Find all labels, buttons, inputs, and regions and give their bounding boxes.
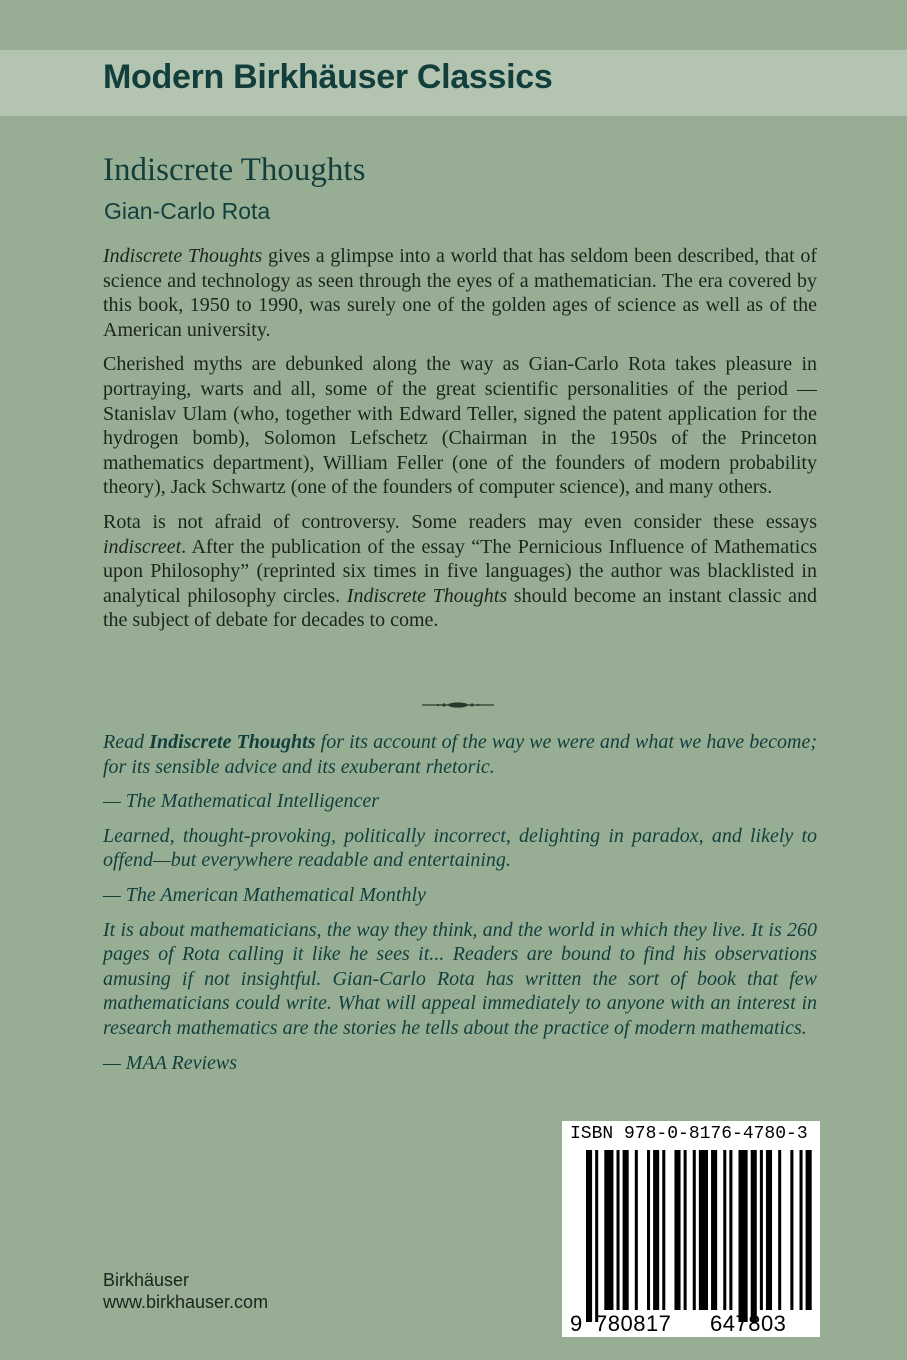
review-bold-title: Indiscrete Thoughts — [149, 731, 316, 753]
barcode-bar — [684, 1150, 687, 1310]
paragraph-text: gives a glimpse into a world that has seldom been described, that of science and technology as seen through the eyes of a mathematician. The era covered by this book, 1950 to 1990, was surely one of the golden ages of science as well as of the American university. — [103, 245, 817, 341]
barcode-bar — [751, 1150, 757, 1322]
barcode-bar — [806, 1150, 812, 1310]
review-quote: Learned, thought-provoking, politically incorrect, delighting in paradox, and likely to offend—but everywhere readable and entertaining. — [103, 824, 817, 872]
barcode-bar — [778, 1150, 781, 1310]
barcode-right-digits: 647803 — [710, 1311, 787, 1336]
barcode-left-digits: 780817 — [595, 1311, 672, 1336]
barcode-bar — [790, 1150, 793, 1310]
description — [103, 244, 817, 643]
series-title: Modern Birkhäuser Classics — [103, 58, 553, 96]
reviews — [103, 730, 817, 1085]
paragraph-text: Rota is not afraid of controversy. Some readers may even consider these essays — [103, 510, 817, 533]
barcode-bar — [729, 1150, 732, 1310]
barcode-bar — [635, 1150, 638, 1310]
publisher-url: www.birkhauser.com — [103, 1292, 269, 1312]
barcode-bar — [586, 1150, 592, 1322]
barcode-bar — [739, 1150, 748, 1322]
barcode-bar — [711, 1150, 717, 1310]
emphasis-text: indiscreet — [103, 535, 182, 558]
barcode-bar — [647, 1150, 650, 1310]
review-source: — MAA Reviews — [103, 1051, 238, 1074]
paragraph-text: should become an instant classic and the subject of debate for decades to come. — [103, 584, 818, 632]
review-text: for its account of the way we were and what we have become; for its sensible advice and its exuberant rhetoric. — [103, 731, 817, 778]
review-quote: It is about mathematicians, the way they think, and the world in which they live. It is 260 pages of Rota calling it like he sees it... Readers are bound to find his observations amusing if not insightful. Gian-Carlo Rota has written the sort of book that few mathematicians could write. What will appeal immediately to anyone with an interest in research mathematics are the stories he tells about the practice of modern mathematics. — [103, 918, 817, 1039]
description-paragraph-1 — [103, 244, 817, 342]
book-title-italic: Indiscrete Thoughts — [103, 245, 263, 267]
ornament-divider-icon — [420, 697, 496, 713]
barcode-bar — [800, 1150, 803, 1310]
book-author: Gian-Carlo Rota — [104, 198, 271, 224]
barcode-bar — [604, 1150, 613, 1310]
barcode-bar — [766, 1150, 772, 1310]
isbn-label: ISBN 978-0-8176-4780-3 — [570, 1124, 808, 1144]
barcode-bar — [723, 1150, 726, 1310]
paragraph-text: . After the publication of the essay “The Pernicious Influence of Mathematics upon Philosophy” (reprinted six times in five languages) the author was blacklisted in analytical philosophy circles. — [103, 535, 817, 607]
review-quote — [103, 730, 817, 779]
barcode-bar — [693, 1150, 696, 1310]
book-title-italic: Indiscrete Thoughts — [346, 584, 508, 607]
barcode-bar — [623, 1150, 629, 1310]
review-source: — The Mathematical Intelligencer — [103, 790, 380, 813]
barcode-bar — [595, 1150, 598, 1322]
barcode-bar — [699, 1150, 708, 1310]
publisher — [103, 1269, 268, 1313]
barcode-bars — [562, 1121, 820, 1337]
barcode-first-digit: 9 — [570, 1311, 583, 1336]
barcode-bar — [662, 1150, 665, 1310]
barcode-bar — [760, 1150, 763, 1310]
book-title: Indiscrete Thoughts — [103, 152, 366, 188]
publisher-name: Birkhäuser — [103, 1270, 190, 1290]
barcode-bar — [617, 1150, 620, 1310]
review-source: — The American Mathematical Monthly — [103, 883, 426, 906]
barcode-bar — [674, 1150, 680, 1310]
review-text: Read — [103, 731, 150, 753]
barcode-bar — [653, 1150, 659, 1310]
isbn-barcode — [562, 1121, 820, 1337]
description-paragraph-2: Cherished myths are debunked along the way as Gian-Carlo Rota takes pleasure in portraying, warts and all, some of the great scientific personalities of the period —Stanislav Ulam (who, together with Edward Teller, signed the patent application for the hydrogen bomb), Solomon Lefschetz (Chairman in the 1950s of the Princeton mathematics department), William Feller (one of the founders of modern probability theory), Jack Schwartz (one of the founders of computer science), and many others. — [103, 353, 817, 499]
description-paragraph-3 — [103, 510, 817, 633]
